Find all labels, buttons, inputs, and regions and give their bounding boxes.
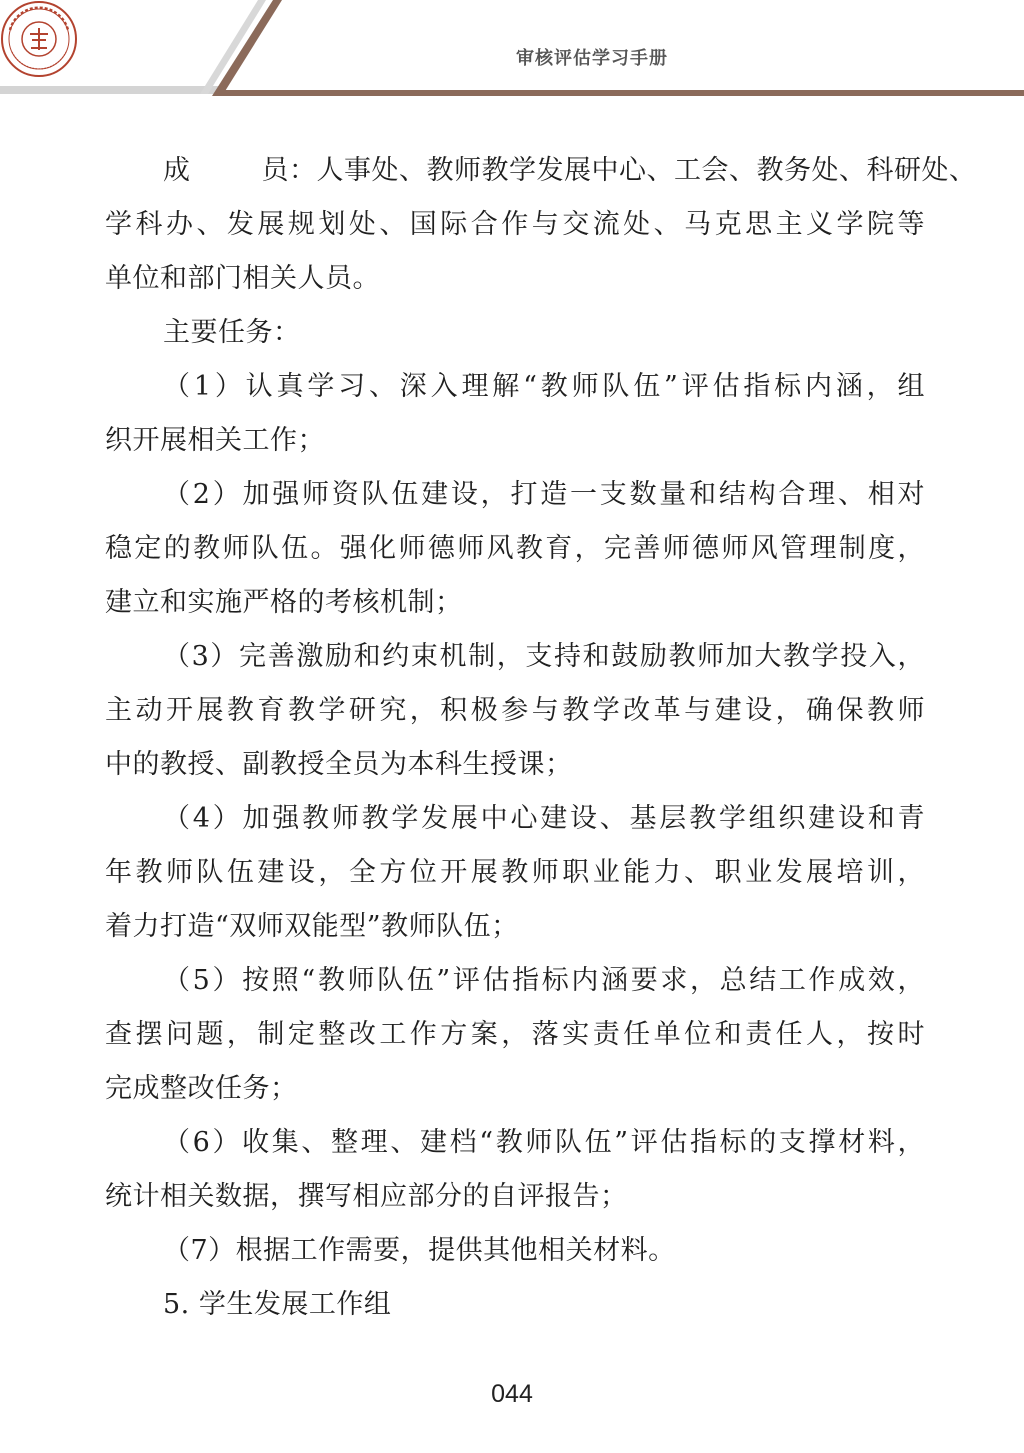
task-item-2: （2）加强师资队伍建设，打造一支数量和结构合理、相对 [163,479,925,510]
task-item-5: （5）按照“教师队伍”评估指标内涵要求，总结工作成效， [163,965,925,996]
section-heading-student-development: 5. 学生发展工作组 [163,1289,392,1320]
header-rule-left [0,86,226,94]
page-number: 044 [491,1380,533,1408]
paragraph-line: 着力打造“双师双能型”教师队伍； [105,911,519,942]
section-heading: 主要任务： [163,317,301,348]
paragraph-line: 稳定的教师队伍。强化师德师风教育，完善师德师风管理制度， [105,533,925,564]
paragraph-line: 查摆问题，制定整改工作方案，落实责任单位和责任人，按时 [105,1019,925,1050]
task-item-6: （6）收集、整理、建档“教师队伍”评估指标的支撑材料， [163,1127,925,1158]
paragraph-line: 单位和部门相关人员。 [105,263,380,294]
document-body [105,144,977,1332]
header-rule-right [214,90,1024,96]
header-decoration [0,0,1024,100]
paragraph-line: 完成整改任务； [105,1073,298,1104]
members-text: ：人事处、教师教学发展中心、工会、教务处、科研处、 [289,155,977,186]
handbook-title: 审核评估学习手册 [516,48,668,69]
paragraph-line: 主动开展教育教学研究，积极参与教学改革与建设，确保教师 [105,695,925,726]
paragraph-line: 学科办、发展规划处、国际合作与交流处、马克思主义学院等 [105,209,925,240]
paragraph-line: 中的教授、副教授全员为本科生授课； [105,749,573,780]
paragraph-line: 建立和实施严格的考核机制； [105,587,463,618]
task-item-7: （7）根据工作需要，提供其他相关材料。 [163,1235,676,1266]
paragraph-line: 年教师队伍建设，全方位开展教师职业能力、职业发展培训， [105,857,925,888]
paragraph-line: 织开展相关工作； [105,425,325,456]
paragraph-line: 统计相关数据，撰写相应部分的自评报告； [105,1181,628,1212]
header-diagonal-gray [200,0,266,94]
members-line [105,144,977,198]
members-label: 成 员 [163,155,289,186]
task-item-1: （1）认真学习、深入理解“教师队伍”评估指标内涵，组 [163,371,925,402]
header-diagonal-brown [212,0,282,96]
task-item-3: （3）完善激励和约束机制，支持和鼓励教师加大教学投入， [163,641,925,672]
task-item-4: （4）加强教师教学发展中心建设、基层教学组织建设和青 [163,803,925,834]
university-seal-logo [0,0,78,78]
page-header [0,0,1024,100]
